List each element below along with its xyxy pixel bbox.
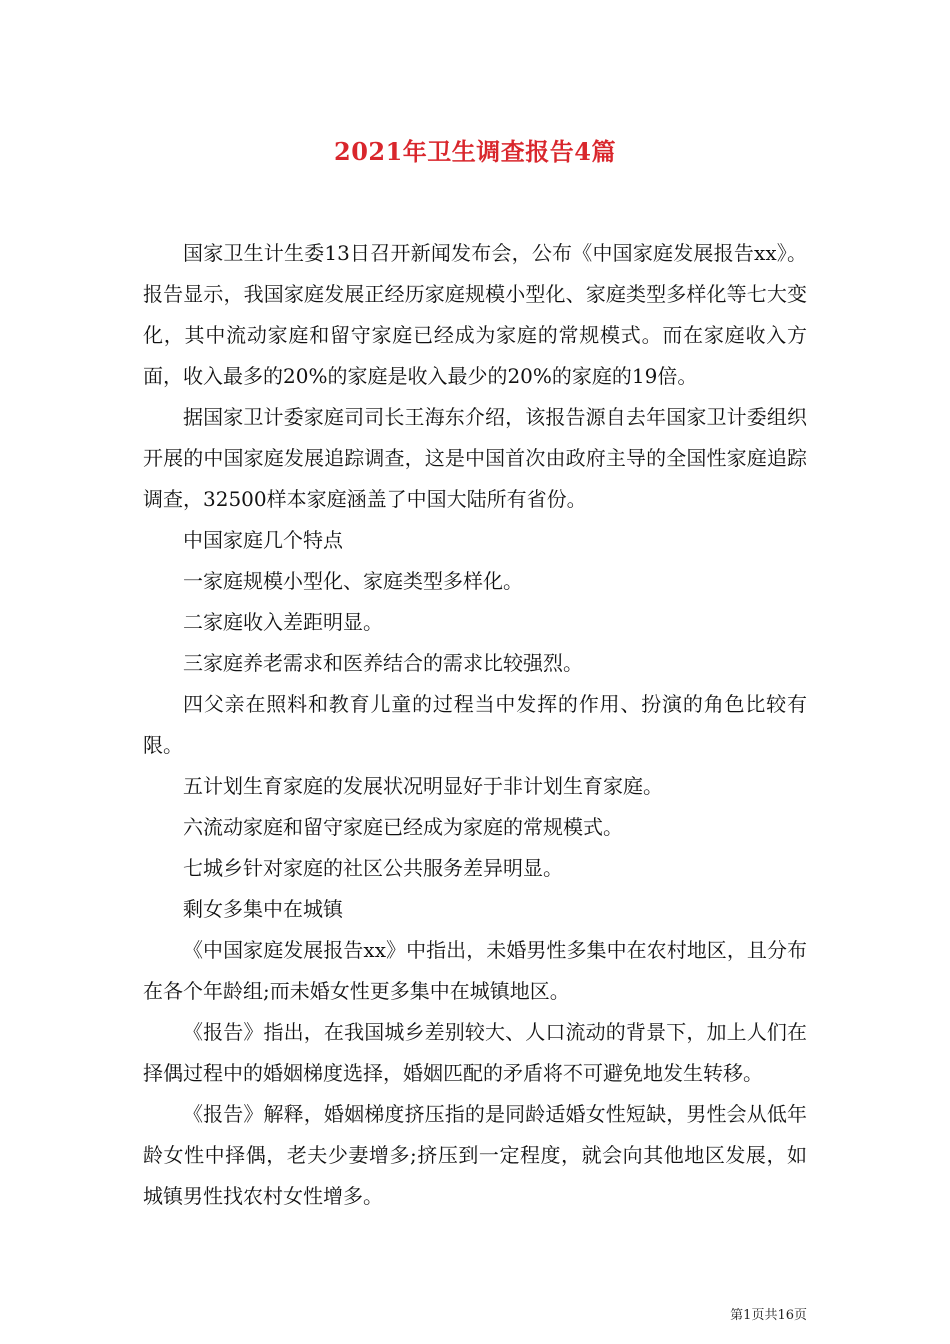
section-heading: 中国家庭几个特点: [183, 528, 343, 552]
list-item: 一家庭规模小型化、家庭类型多样化。: [183, 569, 523, 593]
document-body: [143, 233, 807, 1217]
list-item: 六流动家庭和留守家庭已经成为家庭的常规模式。: [183, 815, 623, 839]
list-item: 七城乡针对家庭的社区公共服务差异明显。: [183, 856, 563, 880]
paragraph: 据国家卫计委家庭司司长王海东介绍，该报告源自去年国家卫计委组织开展的中国家庭发展追踪调查，这是中国首次由政府主导的全国性家庭追踪调查，32500样本家庭涵盖了中国大陆所有省份。: [143, 405, 807, 511]
list-item: 三家庭养老需求和医养结合的需求比较强烈。: [183, 651, 583, 675]
paragraph: 国家卫生计生委13日召开新闻发布会，公布《中国家庭发展报告xx》。报告显示，我国家庭发展正经历家庭规模小型化、家庭类型多样化等七大变化，其中流动家庭和留守家庭已经成为家庭的常规模式。而在家庭收入方面，收入最多的20%的家庭是收入最少的20%的家庭的19倍。: [143, 241, 807, 388]
page-title: 2021年卫生调查报告4篇: [334, 137, 616, 166]
paragraph: 《报告》指出，在我国城乡差别较大、人口流动的背景下，加上人们在择偶过程中的婚姻梯度选择，婚姻匹配的矛盾将不可避免地发生转移。: [143, 1020, 807, 1085]
paragraph: 《中国家庭发展报告xx》中指出，未婚男性多集中在农村地区，且分布在各个年龄组;而未婚女性更多集中在城镇地区。: [143, 938, 807, 1003]
list-item: 二家庭收入差距明显。: [183, 610, 383, 634]
paragraph: 《报告》解释，婚姻梯度挤压指的是同龄适婚女性短缺，男性会从低年龄女性中择偶，老夫少妻增多;挤压到一定程度，就会向其他地区发展，如城镇男性找农村女性增多。: [143, 1102, 807, 1208]
list-item: 五计划生育家庭的发展状况明显好于非计划生育家庭。: [183, 774, 663, 798]
page-number: 第1页共16页: [730, 1308, 807, 1323]
section-heading: 剩女多集中在城镇: [183, 897, 343, 921]
list-item: 四父亲在照料和教育儿童的过程当中发挥的作用、扮演的角色比较有限。: [143, 692, 807, 757]
